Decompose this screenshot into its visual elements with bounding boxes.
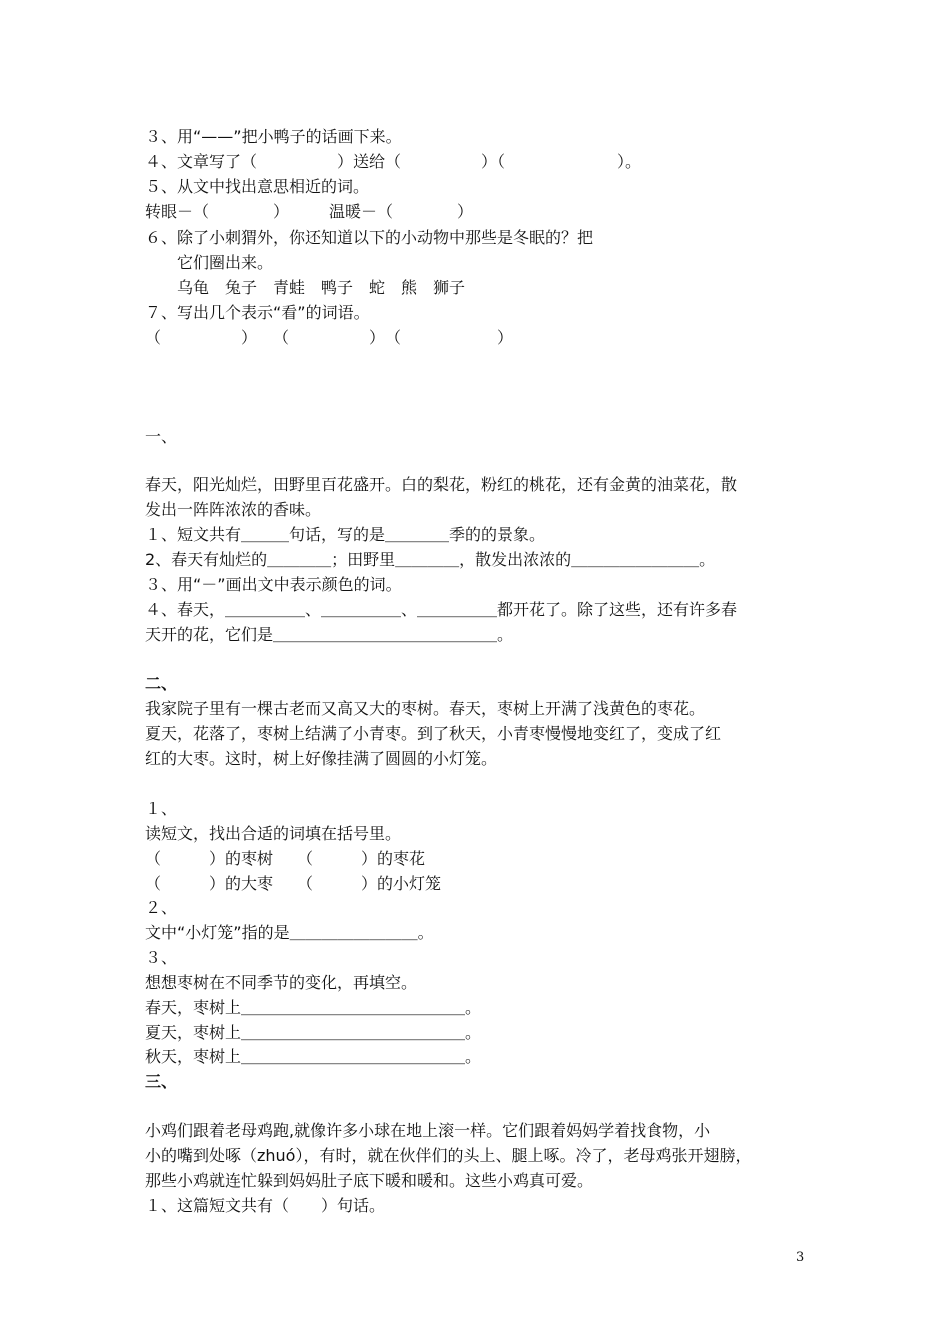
- section-3-question-1: １、这篇短文共有（ ）句话。: [145, 1196, 386, 1215]
- section-3-passage-line-1: 小鸡们跟着老母鸡跑,就像许多小球在地上滚一样。它们跟着妈妈学着找食物，小: [145, 1121, 711, 1140]
- section-1-question-2: 2、春天有灿烂的＿＿＿＿；田野里＿＿＿＿，散发出浓浓的＿＿＿＿＿＿＿＿。: [145, 550, 716, 569]
- section-3-passage-line-3: 那些小鸡就连忙躲到妈妈肚子底下暖和暖和。这些小鸡真可爱。: [145, 1171, 594, 1190]
- question-4-gift: ４、文章写了（ ）送给（ ）（ ）。: [145, 152, 642, 171]
- section-2-passage-line-2: 夏天，花落了，枣树上结满了小青枣。到了秋天，小青枣慢慢地变红了，变成了红: [145, 724, 722, 743]
- section-1-question-4-continued: 天开的花，它们是＿＿＿＿＿＿＿＿＿＿＿＿＿＿。: [145, 625, 514, 644]
- question-3-underline: ３、用“——”把小鸭子的话画下来。: [145, 127, 402, 146]
- section-2-question-3: 想想枣树在不同季节的变化，再填空。: [145, 973, 418, 992]
- section-2-heading: 二、: [145, 674, 178, 693]
- spring-fill-in: 春天，枣树上＿＿＿＿＿＿＿＿＿＿＿＿＿＿。: [145, 998, 482, 1017]
- fill-in-row-2: （ ）的大枣 （ ）的小灯笼: [145, 874, 442, 893]
- section-2-passage-line-1: 我家院子里有一棵古老而又高又大的枣树。春天，枣树上开满了浅黄色的枣花。: [145, 699, 706, 718]
- autumn-fill-in: 秋天，枣树上＿＿＿＿＿＿＿＿＿＿＿＿＿＿。: [145, 1047, 482, 1066]
- section-1-passage-line-1: 春天，阳光灿烂，田野里百花盛开。白的梨花，粉红的桃花，还有金黄的油菜花，散: [145, 475, 738, 494]
- summer-fill-in: 夏天，枣树上＿＿＿＿＿＿＿＿＿＿＿＿＿＿。: [145, 1023, 482, 1042]
- section-1-question-3: ３、用“－”画出文中表示颜色的词。: [145, 575, 402, 594]
- section-2-question-2-number: ２、: [145, 898, 178, 917]
- answer-brackets: （ ） （ ） （ ）: [145, 328, 514, 347]
- section-1-passage-line-2: 发出一阵阵浓浓的香味。: [145, 500, 322, 519]
- section-1-heading: 一、: [145, 427, 178, 446]
- section-3-heading: 三、: [145, 1072, 178, 1091]
- section-2-question-2: 文中“小灯笼”指的是＿＿＿＿＿＿＿＿。: [145, 923, 434, 942]
- question-5-synonyms: ５、从文中找出意思相近的词。: [145, 177, 370, 196]
- section-2-question-3-number: ３、: [145, 948, 178, 967]
- animal-list: 乌龟 兔子 青蛙 鸭子 蛇 熊 狮子: [145, 278, 466, 297]
- page-number: 3: [796, 1250, 805, 1265]
- fill-in-row-1: （ ）的枣树 （ ）的枣花: [145, 849, 426, 868]
- section-2-question-1: 读短文，找出合适的词填在括号里。: [145, 824, 402, 843]
- question-6-continued: 它们圈出来。: [145, 253, 274, 272]
- question-7-look-words: ７、写出几个表示“看”的词语。: [145, 303, 370, 322]
- question-6-hibernation: ６、除了小刺猬外，你还知道以下的小动物中那些是冬眠的？把: [145, 228, 594, 247]
- section-2-passage-line-3: 红的大枣。这时，树上好像挂满了圆圆的小灯笼。: [145, 749, 498, 768]
- section-2-question-1-number: １、: [145, 799, 178, 818]
- synonym-pairs: 转眼－（ ） 温暖－（ ）: [145, 202, 474, 221]
- section-1-question-1: １、短文共有＿＿＿句话，写的是＿＿＿＿季的的景象。: [145, 525, 546, 544]
- section-3-passage-line-2: 小的嘴到处啄（zhuó），有时，就在伙伴们的头上、腿上啄。冷了，老母鸡张开翅膀，: [145, 1146, 752, 1165]
- section-1-question-4: ４、春天，＿＿＿＿＿、＿＿＿＿＿、＿＿＿＿＿都开花了。除了这些，还有许多春: [145, 600, 738, 619]
